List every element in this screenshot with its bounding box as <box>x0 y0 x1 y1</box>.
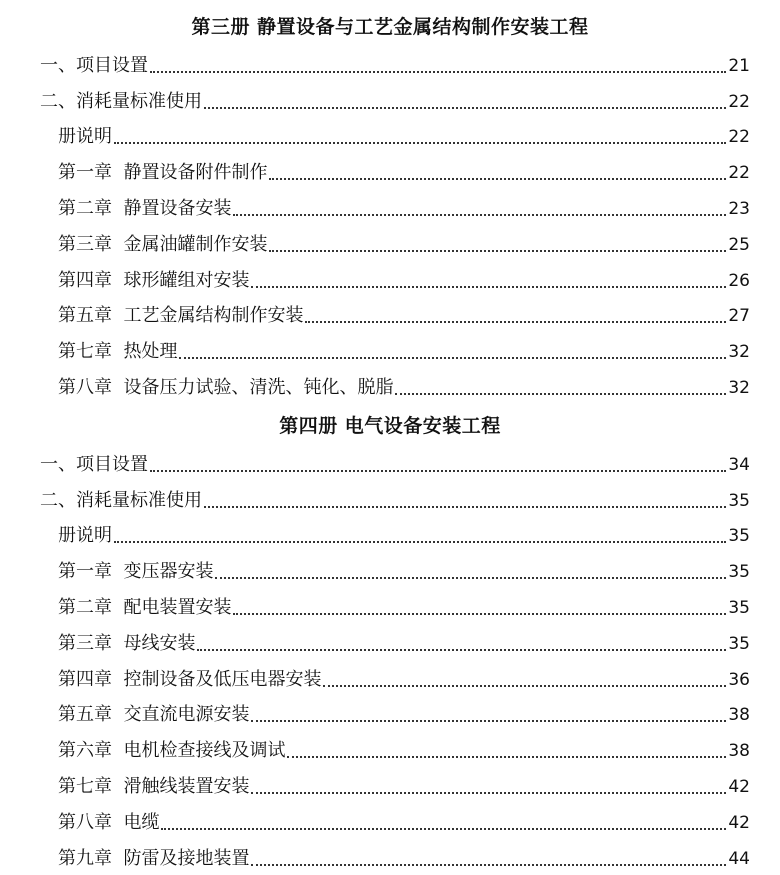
toc-page-number: 22 <box>728 91 750 112</box>
toc-entry-label: 第九章 防雷及接地装置 <box>58 847 250 869</box>
toc-entry-label: 第八章 电缆 <box>58 811 160 833</box>
toc-entry[interactable] <box>0 481 780 517</box>
toc-page-number: 35 <box>728 597 750 618</box>
toc-entry-label: 第四章 球形罐组对安装 <box>58 269 250 291</box>
toc-entry[interactable] <box>0 225 780 261</box>
toc-entry-label: 第七章 热处理 <box>58 341 178 363</box>
toc-page-number: 27 <box>728 306 750 327</box>
toc-entry-label: 第七章 滑触线装置安装 <box>58 775 250 797</box>
toc-dot-leader <box>150 470 726 472</box>
toc-entry[interactable] <box>0 118 780 154</box>
toc-entry-label: 册说明 <box>58 126 112 148</box>
toc-page-number: 36 <box>728 669 750 690</box>
toc-entry[interactable] <box>0 624 780 660</box>
toc-page-number: 25 <box>728 234 750 255</box>
toc-entry[interactable] <box>0 189 780 225</box>
toc-page-number: 44 <box>728 848 750 869</box>
toc-entry-label: 一、项目设置 <box>40 54 148 76</box>
toc-page-number: 42 <box>728 812 750 833</box>
toc-entry-label: 第一章 静置设备附件制作 <box>58 162 268 184</box>
toc-entry-label: 第五章 交直流电源安装 <box>58 704 250 726</box>
toc-dot-leader <box>215 577 726 579</box>
toc-page-number: 38 <box>728 741 750 762</box>
toc-page-number: 38 <box>728 705 750 726</box>
toc-entry-label: 二、消耗量标准使用 <box>40 90 202 112</box>
toc-entry[interactable] <box>0 153 780 189</box>
toc-entry-label: 第八章 设备压力试验、清洗、钝化、脱脂 <box>58 376 394 398</box>
toc-dot-leader <box>161 828 726 830</box>
toc-dot-leader <box>150 71 726 73</box>
toc-dot-leader <box>204 506 726 508</box>
toc-page-number: 35 <box>728 490 750 511</box>
toc-entry[interactable] <box>0 839 780 875</box>
toc-page-number: 35 <box>728 633 750 654</box>
toc-dot-leader <box>251 864 726 866</box>
toc-entry-label: 第三章 金属油罐制作安装 <box>58 233 268 255</box>
toc-dot-leader <box>114 541 726 543</box>
toc-entry[interactable] <box>0 803 780 839</box>
toc-page-number: 22 <box>728 127 750 148</box>
toc-entry[interactable] <box>0 517 780 553</box>
toc-dot-leader <box>269 178 726 180</box>
toc-page-number: 35 <box>728 562 750 583</box>
toc-entry-label: 第五章 工艺金属结构制作安装 <box>58 305 304 327</box>
toc-entry-label: 第一章 变压器安装 <box>58 561 214 583</box>
toc-entry-label: 第二章 静置设备安装 <box>58 197 232 219</box>
toc-entry[interactable] <box>0 588 780 624</box>
toc-dot-leader <box>305 321 726 323</box>
toc-dot-leader <box>323 685 726 687</box>
toc-entry-label: 二、消耗量标准使用 <box>40 489 202 511</box>
toc-dot-leader <box>179 357 726 359</box>
toc-dot-leader <box>251 720 726 722</box>
volume4-section <box>0 407 780 875</box>
toc-entry-label: 册说明 <box>58 525 112 547</box>
toc-dot-leader <box>233 613 726 615</box>
toc-dot-leader <box>251 792 726 794</box>
toc-page-number: 42 <box>728 776 750 797</box>
toc-entry[interactable] <box>0 297 780 333</box>
toc-entry-label: 一、项目设置 <box>40 453 148 475</box>
toc-dot-leader <box>204 107 726 109</box>
volume3-section <box>0 8 780 404</box>
toc-dot-leader <box>197 649 726 651</box>
toc-entry[interactable] <box>0 82 780 118</box>
toc-dot-leader <box>395 393 726 395</box>
toc-entry[interactable] <box>0 368 780 404</box>
toc-page-number: 35 <box>728 526 750 547</box>
toc-page-number: 23 <box>728 198 750 219</box>
toc-dot-leader <box>287 756 726 758</box>
toc-dot-leader <box>269 250 726 252</box>
toc-entry-label: 第三章 母线安装 <box>58 632 196 654</box>
toc-entry[interactable] <box>0 445 780 481</box>
volume3-title: 第三册 静置设备与工艺金属结构制作安装工程 <box>191 16 589 38</box>
toc-entry[interactable] <box>0 261 780 297</box>
toc-page-number: 22 <box>728 163 750 184</box>
toc-page-number: 34 <box>728 454 750 475</box>
toc-dot-leader <box>114 142 726 144</box>
toc-page-number: 32 <box>728 377 750 398</box>
toc-entry[interactable] <box>0 696 780 732</box>
toc-entry[interactable] <box>0 46 780 82</box>
toc-entry-label: 第二章 配电装置安装 <box>58 596 232 618</box>
toc-entry-label: 第六章 电机检查接线及调试 <box>58 740 286 762</box>
toc-dot-leader <box>233 214 726 216</box>
toc-entry[interactable] <box>0 731 780 767</box>
volume4-title: 第四册 电气设备安装工程 <box>279 415 501 437</box>
toc-entry[interactable] <box>0 660 780 696</box>
toc-entry-label: 第四章 控制设备及低压电器安装 <box>58 668 322 690</box>
toc-entry[interactable] <box>0 767 780 803</box>
toc-entry[interactable] <box>0 332 780 368</box>
toc-page-number: 26 <box>728 270 750 291</box>
toc-page-number: 21 <box>728 55 750 76</box>
toc-page-number: 32 <box>728 342 750 363</box>
toc-entry[interactable] <box>0 552 780 588</box>
toc-dot-leader <box>251 286 726 288</box>
